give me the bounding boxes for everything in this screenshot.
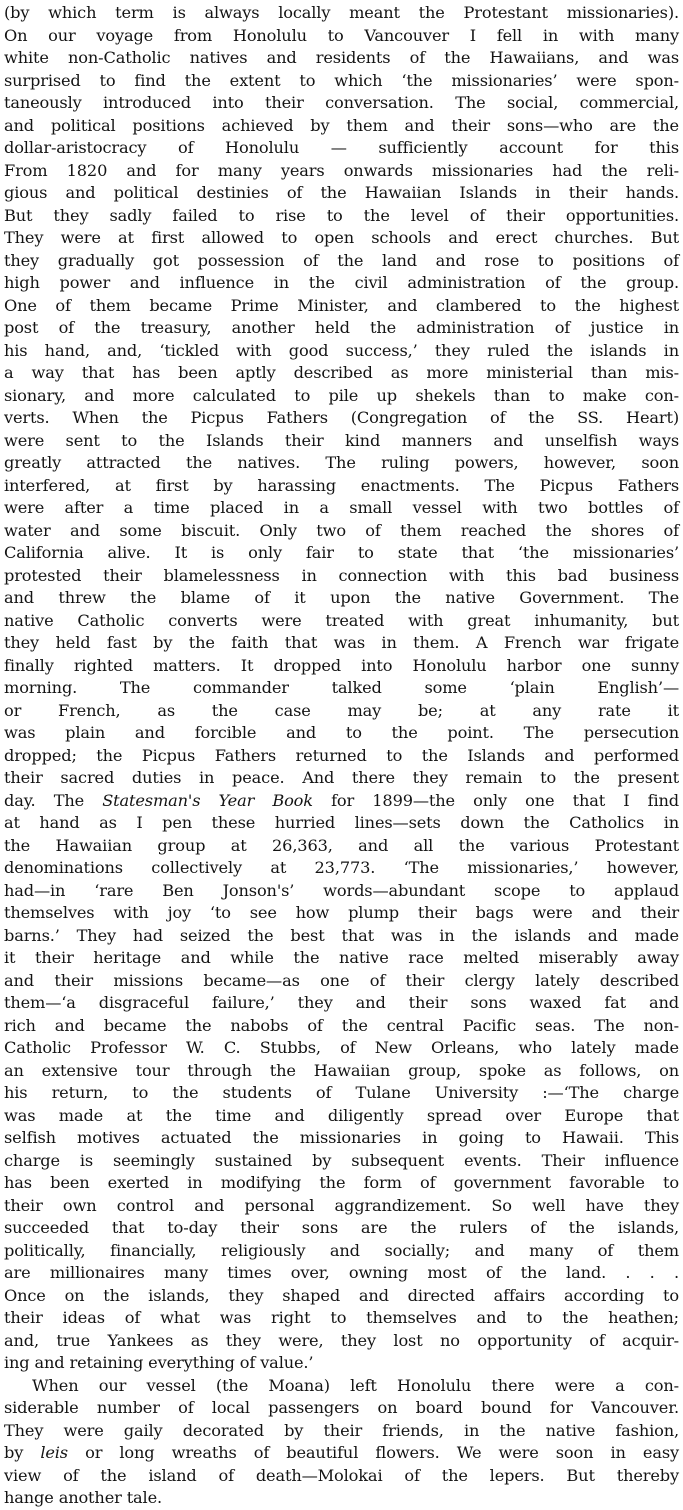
text-line: post of the treasury, another held the administration of justice in — [4, 318, 679, 337]
text-line: them—‘a disgraceful failure,’ they and their sons waxed fat and — [4, 993, 679, 1012]
text-line: native Catholic converts were treated with great inhumanity, but — [4, 610, 679, 630]
text-line: siderable number of local passengers on board bound for Vancouver. — [4, 1398, 679, 1417]
text-line: greatly attracted the natives. The ruling powers, however, soon — [4, 453, 679, 472]
text-line: day. The Statesman's Year Book for 1899—the only one that I find — [4, 790, 679, 810]
text-line: were after a time placed in a small vessel with two bottles of — [4, 498, 679, 517]
text-line: his hand, and, ‘tickled with good success,’ they ruled the islands in — [4, 340, 679, 360]
text-line: they held fast by the faith that was in them. A French war frigate — [4, 633, 679, 652]
text-line: surprised to find the extent to which ‘the missionaries’ were spon- — [4, 70, 679, 90]
text-line: was made at the time and diligently spread over Europe that — [4, 1105, 679, 1125]
text-line: view of the island of death—Molokai of the lepers. But thereby — [4, 1465, 679, 1485]
text-line: an extensive tour through the Hawaiian group, spoke as follows, on — [4, 1060, 679, 1080]
text-line: succeeded that to-day their sons are the rulers of the islands, — [4, 1218, 679, 1237]
text-line: Catholic Professor W. C. Stubbs, of New Orleans, who lately made — [4, 1038, 679, 1057]
text-line: On our voyage from Honolulu to Vancouver I fell in with many — [4, 25, 679, 45]
text-line: sionary, and more calculated to pile up shekels than to make con- — [4, 385, 679, 405]
text-line: One of them became Prime Minister, and clambered to the highest — [4, 295, 679, 315]
text-line: themselves with joy ‘to see how plump their bags were and their — [4, 903, 679, 922]
paragraph-1 — [4, 2, 679, 1375]
text-line: From 1820 and for many years onwards missionaries had the reli- — [4, 160, 679, 180]
text-line: and their missions became—as one of their clergy lately described — [4, 970, 679, 990]
text-line: were sent to the Islands their kind manners and unselfish ways — [4, 430, 679, 450]
text-line: rich and became the nabobs of the central Pacific seas. The non- — [4, 1015, 679, 1035]
text-line: taneously introduced into their conversation. The social, commercial, — [4, 93, 679, 112]
text-line: barns.’ They had seized the best that was in the islands and made — [4, 925, 679, 945]
text-line: are millionaires many times over, owning most of the land. . . . — [4, 1263, 679, 1282]
text-line: hange another tale. — [4, 1488, 163, 1507]
text-line: and political positions achieved by them and their sons—who are the — [4, 115, 679, 135]
text-line: dropped; the Picpus Fathers returned to the Islands and performed — [4, 745, 679, 765]
text-line: at hand as I pen these hurried lines—sets down the Catholics in — [4, 813, 679, 832]
text-line: But they sadly failed to rise to the level of their opportunities. — [4, 205, 679, 225]
text-line: had—in ‘rare Ben Jonson's’ words—abundant scope to applaud — [4, 880, 679, 900]
text-line: by leis or long wreaths of beautiful flowers. We were soon in easy — [4, 1443, 679, 1462]
text-line: the Hawaiian group at 26,363, and all the various Protestant — [4, 835, 679, 855]
text-line: ing and retaining everything of value.’ — [4, 1353, 314, 1372]
text-line: has been exerted in modifying the form of government favorable to — [4, 1173, 679, 1192]
text-line: protested their blamelessness in connection with this bad business — [4, 565, 679, 585]
text-line: interfered, at first by harassing enactments. The Picpus Fathers — [4, 475, 679, 495]
text-line: they gradually got possession of the land and rose to positions of — [4, 250, 679, 270]
text-line: a way that has been aptly described as more ministerial than mis- — [4, 363, 679, 382]
text-line: charge is seemingly sustained by subsequent events. Their influence — [4, 1150, 679, 1170]
text-line: politically, financially, religiously and socially; and many of them — [4, 1240, 679, 1260]
text-line: verts. When the Picpus Fathers (Congregation of the SS. Heart) — [4, 408, 679, 427]
text-line: selfish motives actuated the missionaries in going to Hawaii. This — [4, 1128, 679, 1147]
text-line: dollar-aristocracy of Honolulu — sufficiently account for this — [4, 138, 679, 157]
text-line: it their heritage and while the native race melted miserably away — [4, 948, 679, 967]
text-line: and, true Yankees as they were, they lost no opportunity of acquir- — [4, 1330, 679, 1350]
text-line: They were gaily decorated by their friends, in the native fashion, — [4, 1420, 679, 1440]
text-line: their sacred duties in peace. And there they remain to the present — [4, 768, 679, 787]
text-line: (by which term is always locally meant the Protestant missionaries). — [4, 3, 679, 22]
text-line: They were at first allowed to open schools and erect churches. But — [4, 228, 679, 247]
text-line: California alive. It is only fair to state that ‘the missionaries’ — [4, 543, 679, 562]
text-line: or French, as the case may be; at any rate it — [4, 700, 679, 720]
text-line: white non-Catholic natives and residents of the Hawaiians, and was — [4, 48, 679, 67]
text-line: their own control and personal aggrandizement. So well have they — [4, 1195, 679, 1215]
text-line: Once on the islands, they shaped and directed affairs according to — [4, 1285, 679, 1305]
paragraph-2 — [4, 1375, 679, 1510]
text-line: his return, to the students of Tulane University :—‘The charge — [4, 1083, 679, 1102]
text-line: When our vessel (the Moana) left Honolulu there were a con- — [32, 1375, 679, 1395]
text-line: finally righted matters. It dropped into Honolulu harbor one sunny — [4, 655, 679, 675]
text-line: high power and influence in the civil administration of the group. — [4, 273, 679, 292]
text-line: morning. The commander talked some ‘plain English’— — [4, 678, 679, 697]
text-line: denominations collectively at 23,773. ‘The missionaries,’ however, — [4, 858, 679, 877]
text-line: and threw the blame of it upon the native Government. The — [4, 588, 679, 607]
text-line: their ideas of what was right to themselves and to the heathen; — [4, 1308, 679, 1327]
text-line: water and some biscuit. Only two of them reached the shores of — [4, 520, 679, 540]
text-line: gious and political destinies of the Hawaiian Islands in their hands. — [4, 183, 679, 202]
text-line: was plain and forcible and to the point. The persecution — [4, 723, 679, 742]
